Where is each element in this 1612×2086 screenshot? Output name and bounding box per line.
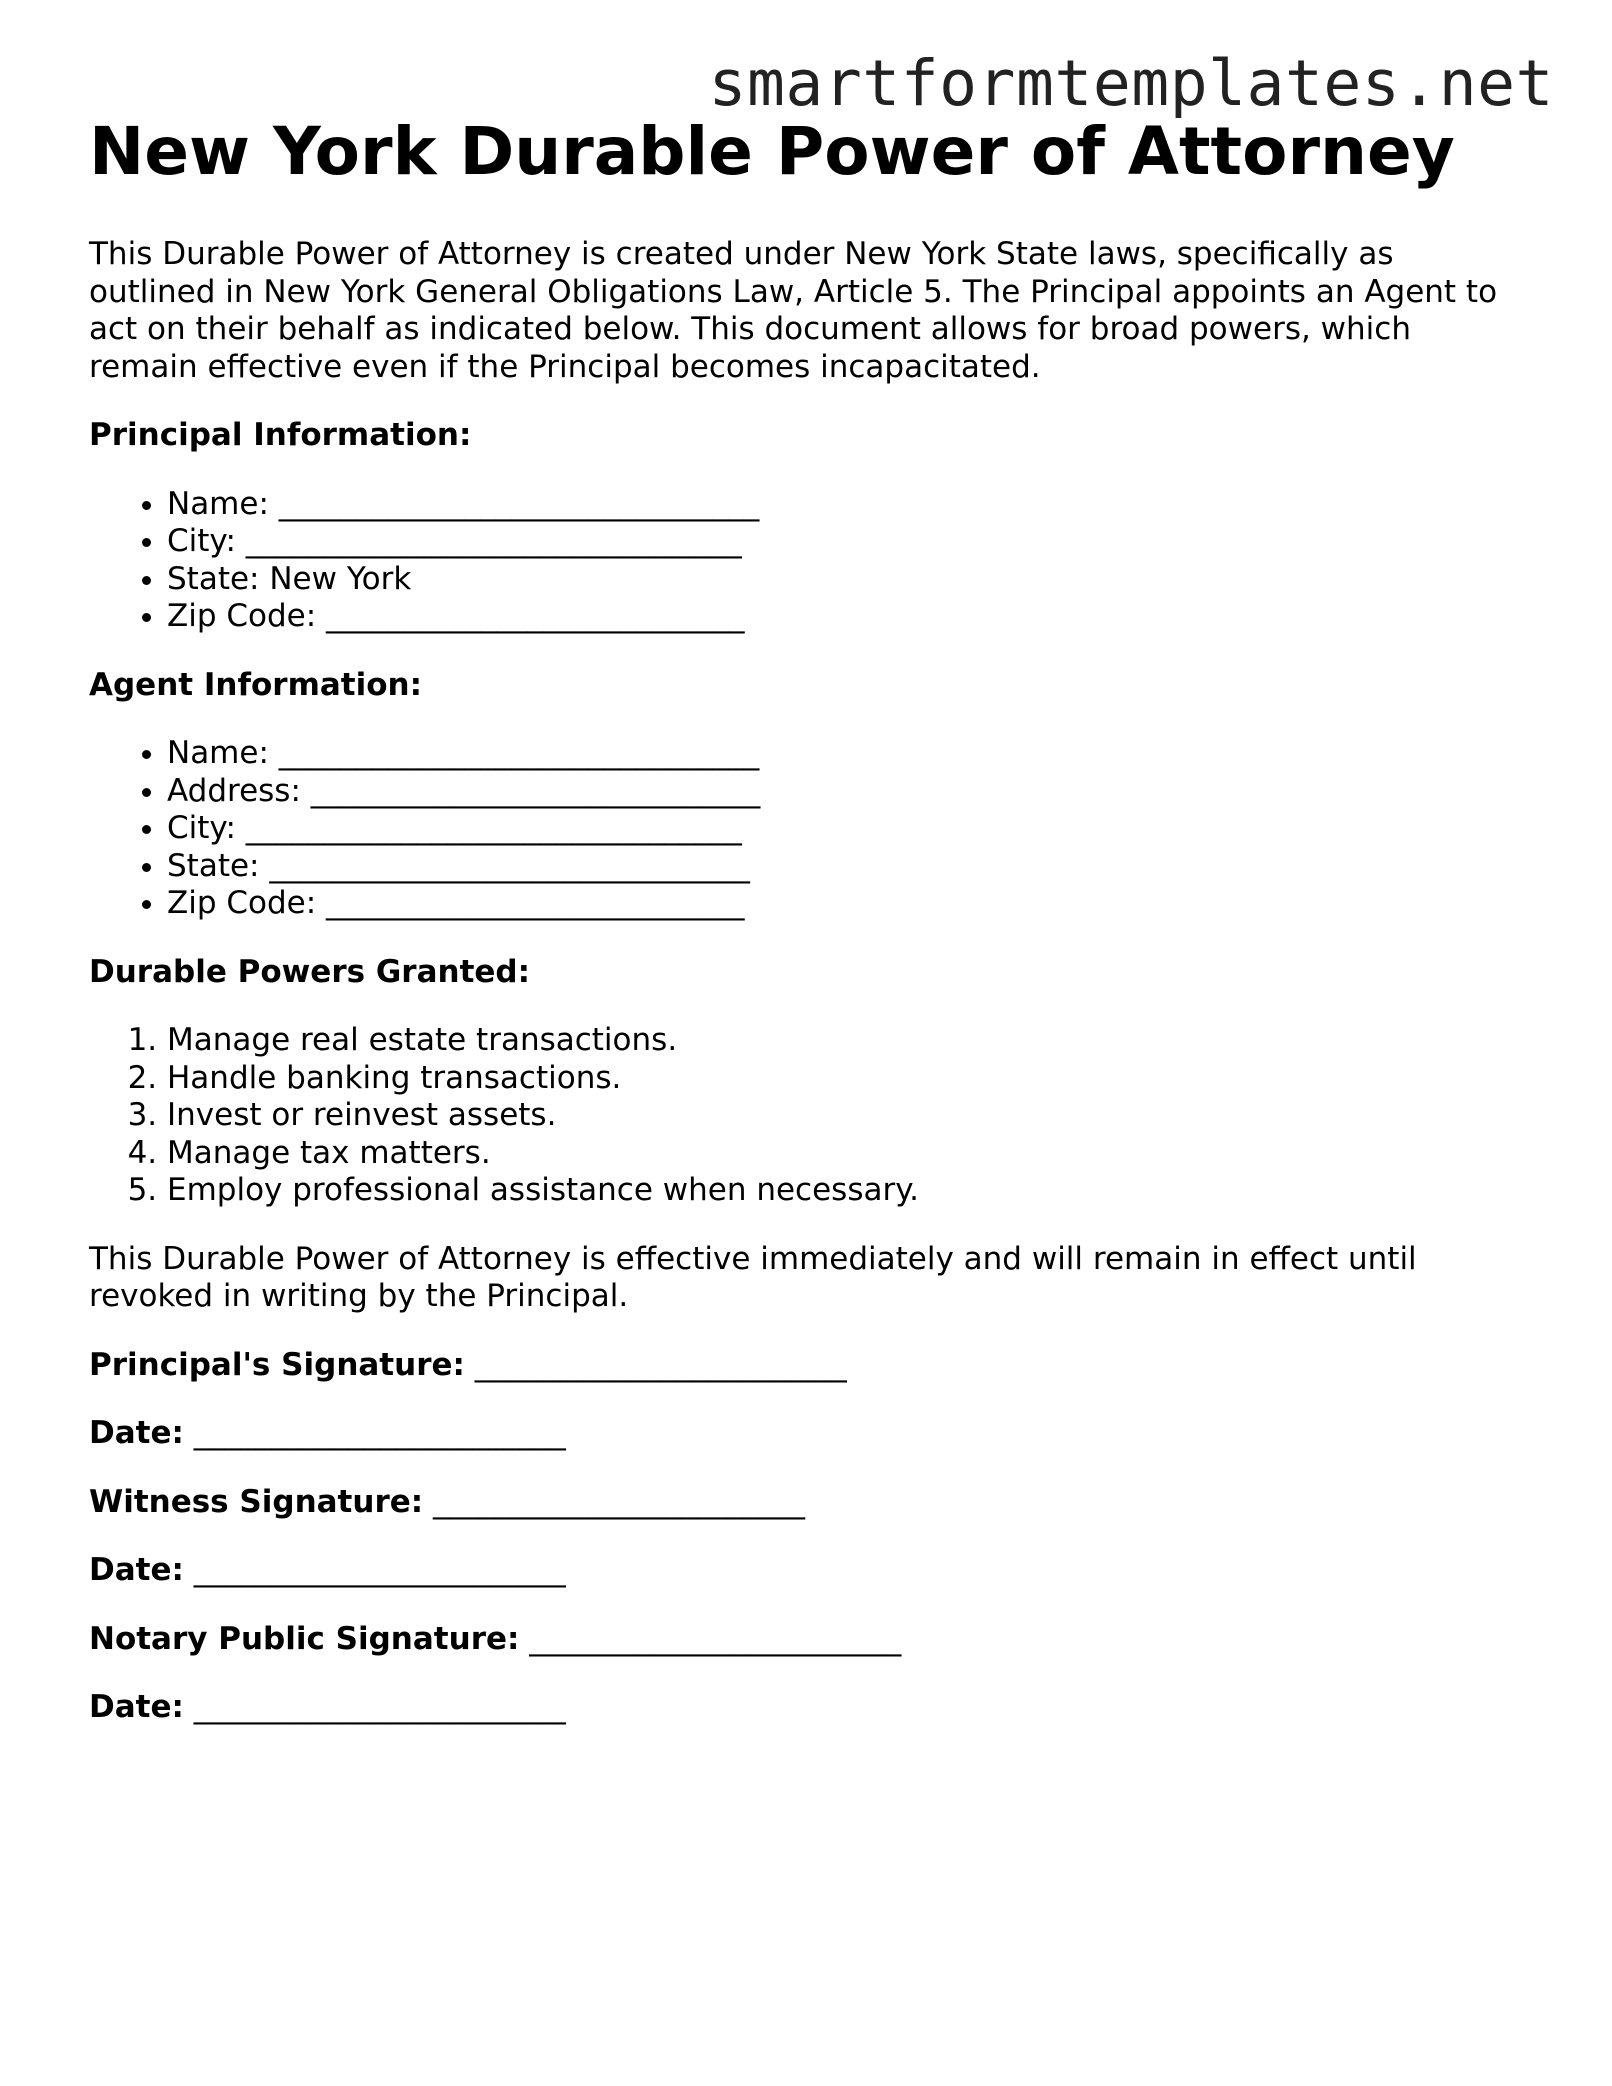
principal-zip-item: • Zip Code: ___________________________ xyxy=(167,598,1539,636)
principal-signature-line xyxy=(89,1347,1539,1385)
witness-date-label: Date: xyxy=(89,1552,184,1588)
witness-signature-blank: ________________________ xyxy=(433,1483,806,1520)
principal-name-item: • Name: _______________________________ xyxy=(167,486,1539,524)
agent-list xyxy=(89,735,1539,923)
agent-state-item: • State: _______________________________ xyxy=(167,848,1539,886)
agent-heading: Agent Information: xyxy=(89,666,422,703)
effective-paragraph: This Durable Power of Attorney is effective immediately and will remain in effect until revoked in writing by the Principal. xyxy=(89,1240,1417,1314)
power-item: 5. Employ professional assistance when necessary. xyxy=(167,1172,1539,1210)
principal-list xyxy=(89,486,1539,636)
power-item: 2. Handle banking transactions. xyxy=(167,1060,1539,1098)
powers-heading: Durable Powers Granted: xyxy=(89,953,531,990)
intro-paragraph: This Durable Power of Attorney is created under New York State laws, specifically as outlined in New York General Obligations Law, Article 5. The Principal appoints an Agent to act on their behalf as indicated below. This document allows for broad powers, which remain effective even if the Principal becomes incapacitated. xyxy=(89,236,1498,385)
principal-heading: Principal Information: xyxy=(89,417,472,453)
witness-signature-line xyxy=(89,1484,1539,1522)
notary-date-blank: ________________________ xyxy=(193,1689,566,1725)
agent-city-item: • City: ________________________________ xyxy=(167,810,1539,848)
watermark: smartformtemplates.net xyxy=(708,47,1554,120)
witness-date-blank: ________________________ xyxy=(193,1552,566,1588)
principal-signature-blank: ________________________ xyxy=(474,1346,847,1383)
agent-name-item: • Name: _______________________________ xyxy=(167,735,1539,773)
principal-date-label: Date: xyxy=(89,1415,184,1451)
witness-signature-label: Witness Signature: xyxy=(89,1483,424,1520)
witness-date-line xyxy=(89,1552,1539,1590)
power-item: 3. Invest or reinvest assets. xyxy=(167,1097,1539,1135)
notary-signature-label: Notary Public Signature: xyxy=(89,1620,520,1657)
notary-signature-blank: ________________________ xyxy=(529,1620,902,1657)
page-title: New York Durable Power of Attorney xyxy=(89,113,1455,190)
power-item: 1. Manage real estate transactions. xyxy=(167,1022,1539,1060)
powers-list xyxy=(89,1022,1539,1210)
principal-state-item: • State: New York xyxy=(167,561,1539,599)
agent-address-item: • Address: _____________________________ xyxy=(167,773,1539,811)
principal-date-blank: ________________________ xyxy=(193,1415,566,1451)
document-body xyxy=(89,110,1539,1727)
notary-signature-line xyxy=(89,1621,1539,1659)
agent-zip-item: • Zip Code: ___________________________ xyxy=(167,885,1539,923)
principal-signature-label: Principal's Signature: xyxy=(89,1346,465,1383)
principal-city-item: • City: ________________________________ xyxy=(167,523,1539,561)
notary-date-line xyxy=(89,1689,1539,1727)
principal-date-line xyxy=(89,1415,1539,1453)
notary-date-label: Date: xyxy=(89,1689,184,1725)
power-item: 4. Manage tax matters. xyxy=(167,1135,1539,1173)
